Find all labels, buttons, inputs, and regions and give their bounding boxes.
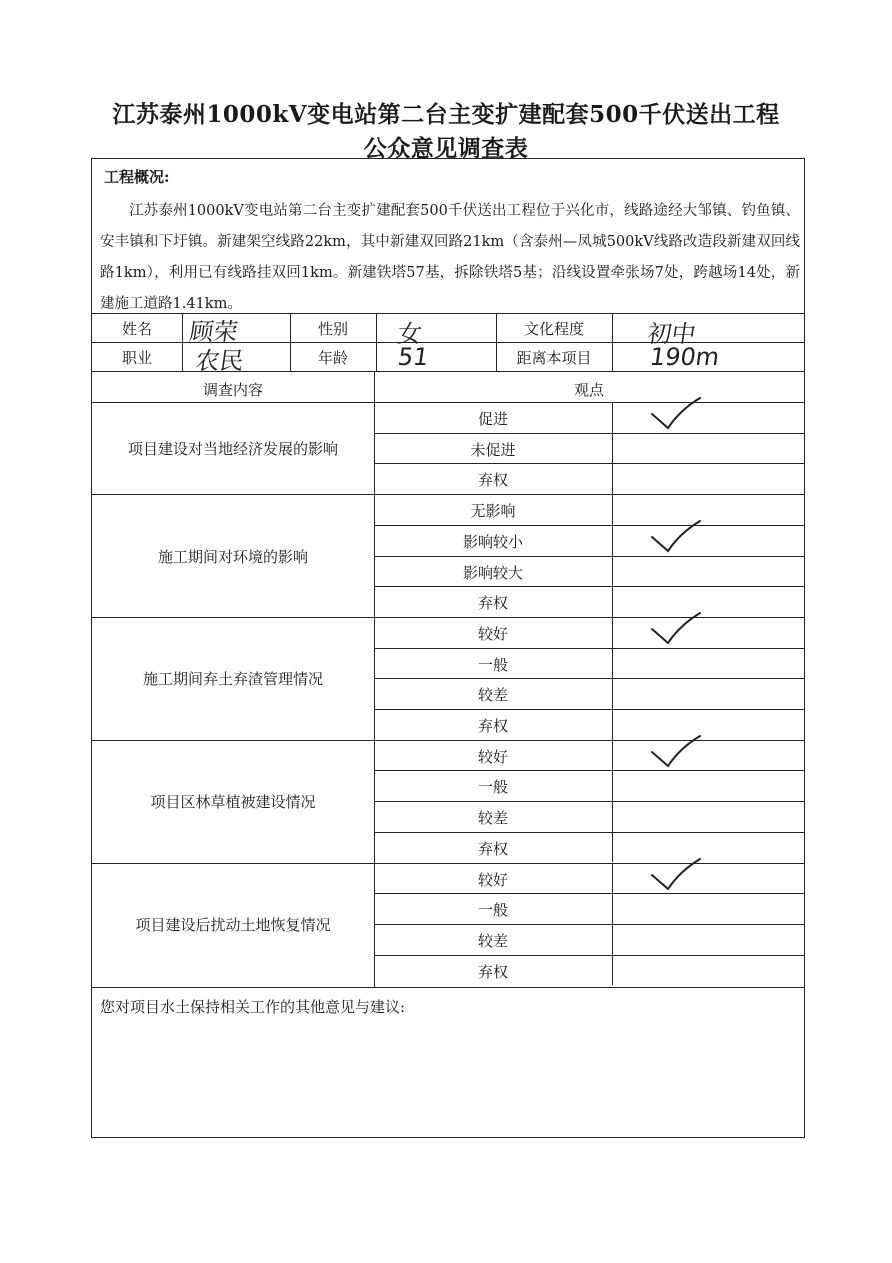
job-value: 农民 <box>193 347 246 375</box>
divider <box>92 494 804 495</box>
divider <box>376 313 377 371</box>
survey-option: 影响较大 <box>462 563 523 582</box>
feedback-label: 您对项目水土保持相关工作的其他意见与建议: <box>100 998 406 1016</box>
divider <box>374 433 804 434</box>
divider <box>92 987 804 988</box>
survey-header-opinion: 观点 <box>573 381 604 399</box>
check-mark-icon <box>650 396 702 436</box>
distance-label: 距离本项目 <box>516 349 592 367</box>
survey-option: 无影响 <box>470 502 516 521</box>
divider <box>182 313 183 371</box>
survey-question: 项目建设后扰动土地恢复情况 <box>135 915 331 934</box>
divider <box>374 832 804 833</box>
education-label: 文化程度 <box>523 320 584 338</box>
page-title-line2: 公众意见调查表 <box>363 135 529 162</box>
survey-option: 未促进 <box>470 440 516 459</box>
survey-option: 弃权 <box>477 717 508 735</box>
divider <box>374 648 804 649</box>
divider <box>612 313 613 371</box>
survey-question: 施工期间弃土弃渣管理情况 <box>142 670 323 689</box>
survey-option: 一般 <box>477 901 508 920</box>
divider <box>612 402 613 494</box>
divider <box>374 678 804 679</box>
survey-option: 一般 <box>477 778 508 797</box>
page-title-line1: 江苏泰州1000kV变电站第二台主变扩建配套500千伏送出工程 <box>112 101 780 128</box>
divider <box>374 525 804 526</box>
check-mark-icon <box>650 857 702 897</box>
survey-option: 促进 <box>477 410 508 428</box>
survey-option: 弃权 <box>477 594 508 613</box>
divider <box>374 586 804 587</box>
survey-option: 弃权 <box>477 471 508 490</box>
check-mark-icon <box>650 734 702 774</box>
survey-option: 弃权 <box>477 962 508 981</box>
survey-option: 较差 <box>477 809 508 828</box>
divider <box>374 893 804 894</box>
divider <box>374 770 804 771</box>
survey-option: 较差 <box>477 686 508 705</box>
divider <box>374 709 804 710</box>
overview-text: 江苏泰州1000kV变电站第二台主变扩建配套500千伏送出工程位于兴化市，线路途经大邹镇、钓鱼镇、安丰镇和下圩镇。新建架空线路22km，其中新建双回路21km（含泰州—凤城500kV线路改造段新建双回线路1km），利用已有线路挂双回1km。新建铁塔57基，拆除铁塔5基；沿线设置牵张场7处，跨越场14处，新建施工道路1.41km。 <box>100 203 800 312</box>
name-label: 姓名 <box>121 320 152 338</box>
survey-question: 项目区林草植被建设情况 <box>150 793 316 812</box>
name-value: 顾荣 <box>187 318 240 346</box>
survey-option: 弃权 <box>477 839 508 858</box>
divider <box>374 556 804 557</box>
distance-value: 190m <box>648 343 722 371</box>
check-mark-icon <box>650 611 702 651</box>
survey-option: 一般 <box>477 655 508 674</box>
job-label: 职业 <box>121 349 152 367</box>
divider <box>374 955 804 956</box>
divider <box>374 463 804 464</box>
education-value: 初中 <box>645 320 698 348</box>
check-mark-icon <box>650 519 702 559</box>
survey-question: 施工期间对环境的影响 <box>157 547 308 566</box>
age-label: 年龄 <box>317 349 348 367</box>
overview-label: 工程概况: <box>104 168 170 186</box>
gender-value: 女 <box>395 320 424 348</box>
survey-option: 影响较小 <box>462 532 523 551</box>
age-value: 51 <box>396 343 431 371</box>
survey-option: 较好 <box>477 870 508 889</box>
survey-question: 项目建设对当地经济发展的影响 <box>127 440 338 459</box>
survey-option: 较好 <box>477 624 508 643</box>
divider <box>374 924 804 925</box>
gender-label: 性别 <box>317 320 348 338</box>
survey-option: 较好 <box>477 747 508 766</box>
survey-header-content: 调查内容 <box>202 381 263 399</box>
survey-option: 较差 <box>477 931 508 950</box>
divider <box>374 801 804 802</box>
